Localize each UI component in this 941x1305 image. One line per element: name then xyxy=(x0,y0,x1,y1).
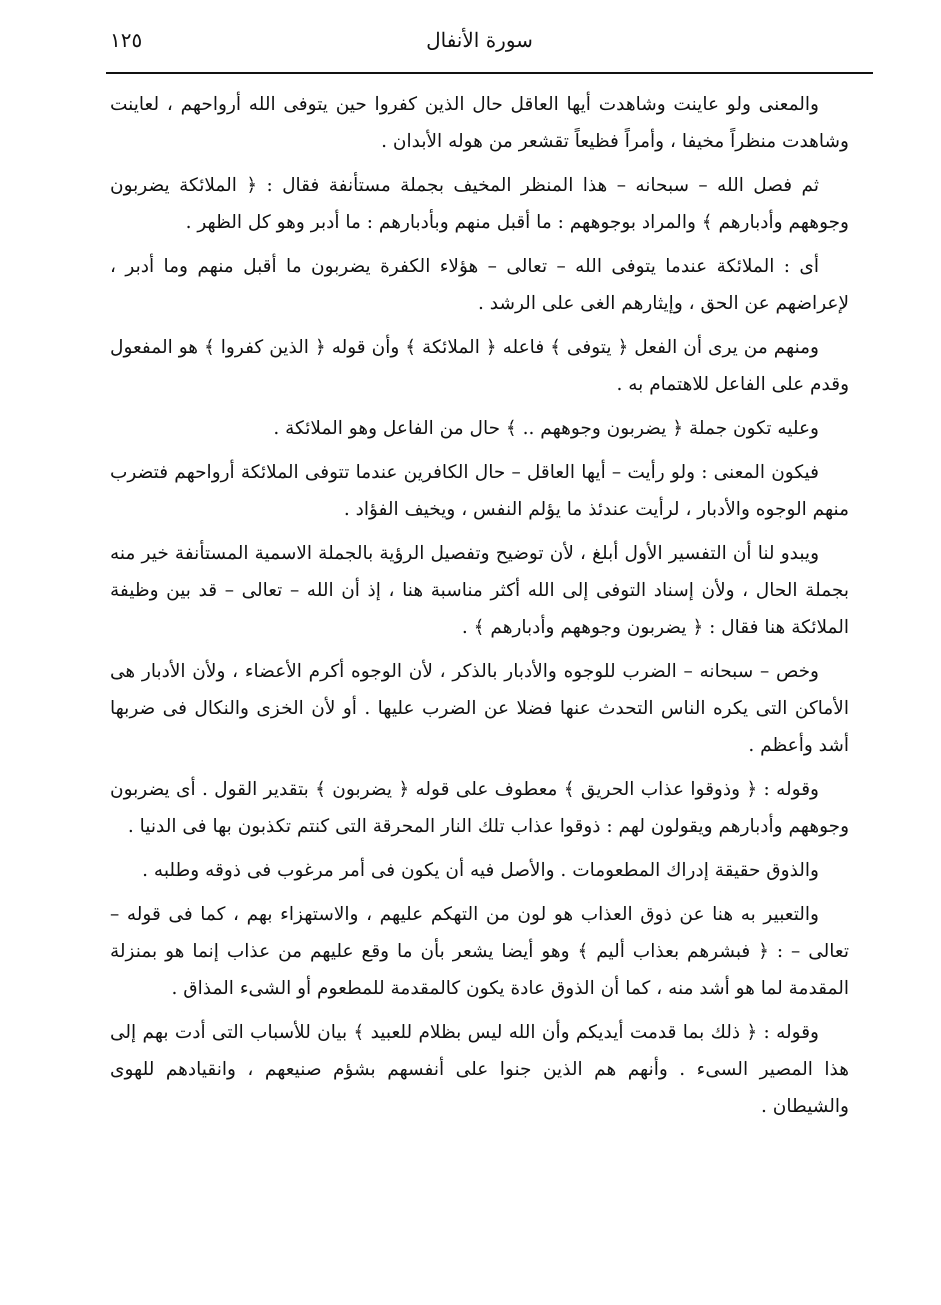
page-number: ١٢٥ xyxy=(110,28,143,52)
paragraph: ويبدو لنا أن التفسير الأول أبلغ ، لأن توضيح وتفصيل الرؤية بالجملة الاسمية المستأنفة خير منه بجملة الحال ، ولأن إسناد التوفى إلى الله أكثر مناسبة هنا ، إذ أن الله – تعالى – قد بين وظيفة الملائكة هنا فقال : ﴿ يضربون وجوههم وأدبارهم ﴾ . xyxy=(110,543,849,638)
paragraph: ثم فصل الله – سبحانه – هذا المنظر المخيف بجملة مستأنفة فقال : ﴿ الملائكة يضربون وجوههم وأدبارهم ﴾ والمراد بوجوههم : ما أقبل منهم وبأدبارهم : ما أدبر وهو كل الظهر . xyxy=(110,175,849,233)
page-header xyxy=(110,22,849,66)
paragraph: وخص – سبحانه – الضرب للوجوه والأدبار بالذكر ، لأن الوجوه أكرم الأعضاء ، ولأن الأدبار هى الأماكن التى يكره الناس التحدث عنها فضلا عن الضرب عليها . أو لأن الخزى والنكال فى ضربها أشد وأعظم . xyxy=(110,661,849,756)
paragraph: أى : الملائكة عندما يتوفى الله – تعالى – هؤلاء الكفرة يضربون ما أقبل منهم وما أدبر ، لإعراضهم عن الحق ، وإيثارهم الغى على الرشد . xyxy=(110,256,849,314)
page-body xyxy=(110,86,849,1125)
paragraph: وقوله : ﴿ وذوقوا عذاب الحريق ﴾ معطوف على قوله ﴿ يضربون ﴾ بتقدير القول . أى يضربون وجوههم وأدبارهم ويقولون لهم : ذوقوا عذاب تلك النار المحرقة التى كنتم تكذبون بها فى الدنيا . xyxy=(110,779,849,837)
surah-title: سورة الأنفال xyxy=(426,28,533,52)
paragraph: ومنهم من يرى أن الفعل ﴿ يتوفى ﴾ فاعله ﴿ الملائكة ﴾ وأن قوله ﴿ الذين كفروا ﴾ هو المفعول وقدم على الفاعل للاهتمام به . xyxy=(110,337,849,395)
paragraph: والمعنى ولو عاينت وشاهدت أيها العاقل حال الذين كفروا حين يتوفى الله أرواحهم ، لعاينت وشاهدت منظراً مخيفا ، وأمراً فظيعاً تقشعر من هوله الأبدان . xyxy=(110,94,849,152)
paragraph: وقوله : ﴿ ذلك بما قدمت أيديكم وأن الله ليس بظلام للعبيد ﴾ بيان للأسباب التى أدت بهم إلى هذا المصير السىء . وأنهم هم الذين جنوا على أنفسهم بشؤم صنيعهم ، وانقيادهم للهوى والشيطان . xyxy=(110,1022,849,1117)
paragraph: والذوق حقيقة إدراك المطعومات . والأصل فيه أن يكون فى أمر مرغوب فى ذوقه وطلبه . xyxy=(142,860,819,881)
header-rule xyxy=(106,72,873,74)
paragraph: وعليه تكون جملة ﴿ يضربون وجوههم .. ﴾ حال من الفاعل وهو الملائكة . xyxy=(273,418,819,439)
paragraph: والتعبير به هنا عن ذوق العذاب هو لون من التهكم عليهم ، والاستهزاء بهم ، كما فى قوله – تعالى – : ﴿ فبشرهم بعذاب أليم ﴾ وهو أيضا يشعر بأن ما وقع عليهم من عذاب إنما هو بمنزلة المقدمة لما هو أشد منه ، كما أن الذوق عادة يكون كالمقدمة للمطعوم أو الشىء المذاق . xyxy=(110,904,849,999)
paragraph: فيكون المعنى : ولو رأيت – أيها العاقل – حال الكافرين عندما تتوفى الملائكة أرواحهم فتضرب منهم الوجوه والأدبار ، لرأيت عندئذ ما يؤلم النفس ، ويخيف الفؤاد . xyxy=(110,462,849,520)
